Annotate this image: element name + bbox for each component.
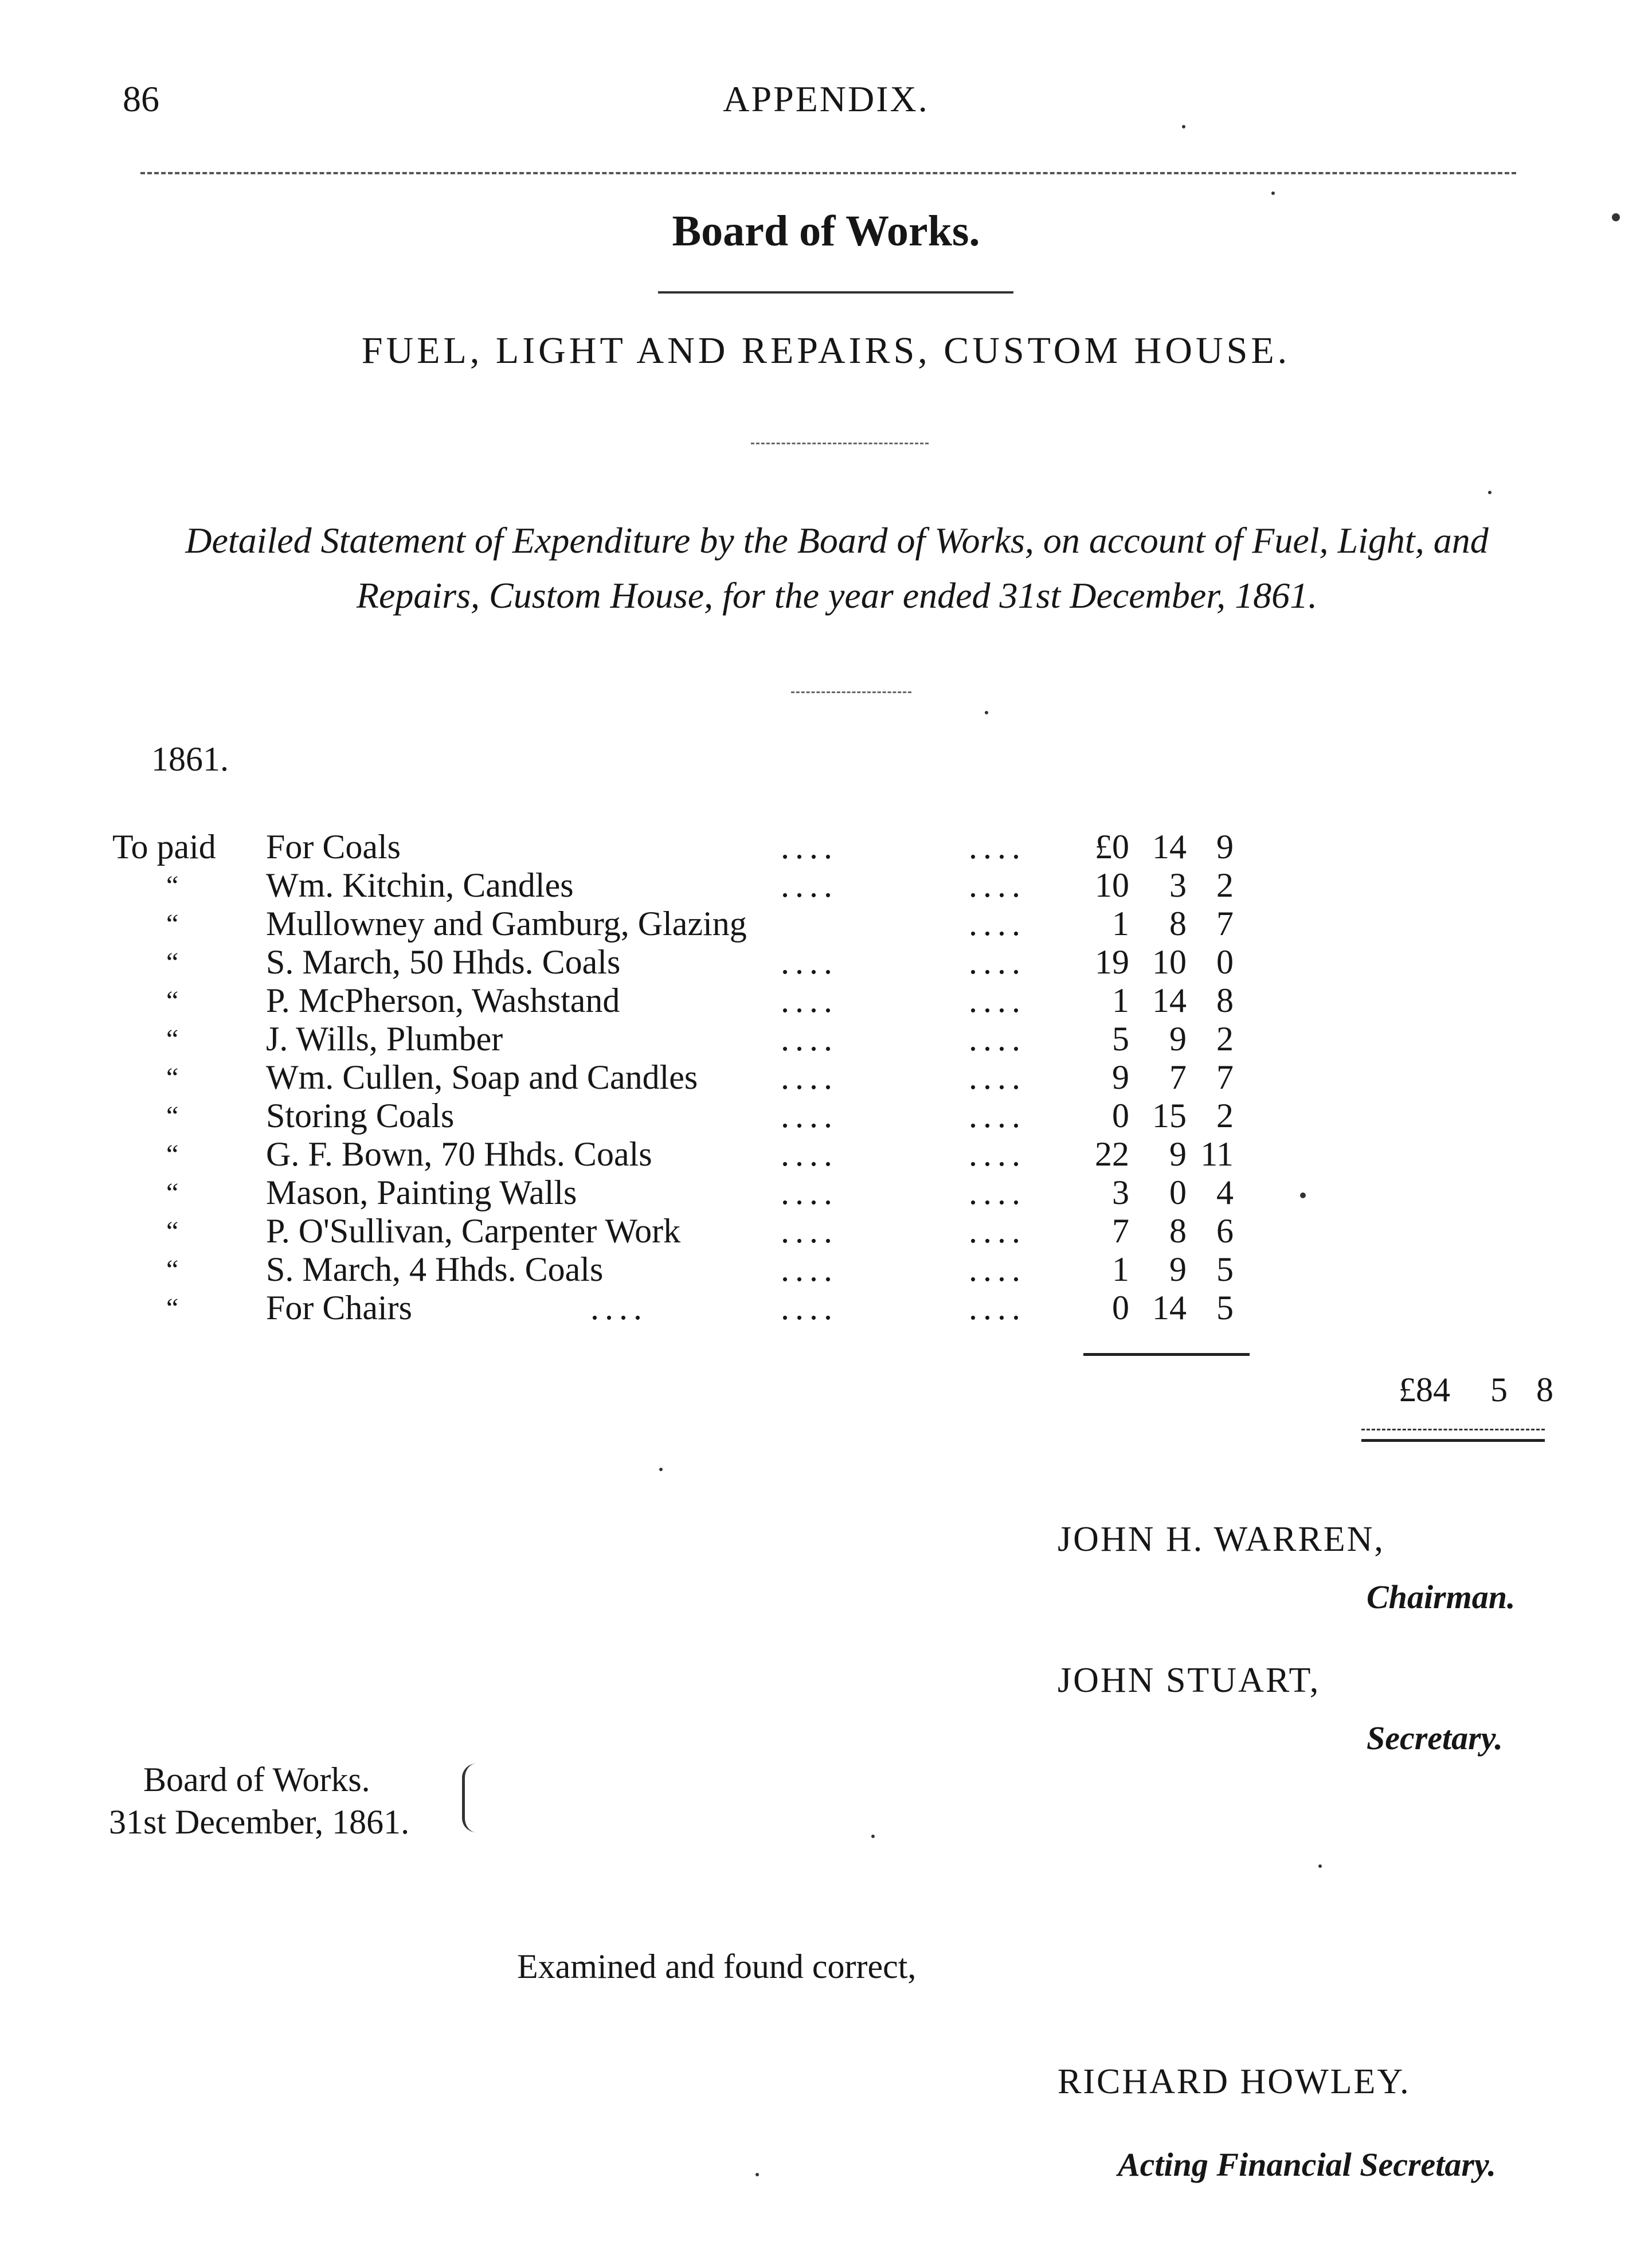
header-rule xyxy=(140,172,1516,174)
amount-pence: 8 xyxy=(1216,982,1234,1019)
account-heading: FUEL, LIGHT AND REPAIRS, CUSTOM HOUSE. xyxy=(361,330,1291,372)
dot-leader: .... xyxy=(969,1020,1026,1058)
secretary-title: Secretary. xyxy=(1367,1719,1503,1757)
amount-shillings: 9 xyxy=(1169,1020,1187,1058)
item-description: Storing Coals xyxy=(266,1097,455,1135)
amount-pounds: 1 xyxy=(1112,905,1129,943)
running-head: APPENDIX. xyxy=(723,79,929,119)
dot-leader: .... xyxy=(969,1250,1026,1288)
ditto-mark: “ xyxy=(166,986,179,1016)
amount-shillings: 9 xyxy=(1169,1135,1187,1173)
dot-leader: .... xyxy=(781,828,838,866)
table-row xyxy=(0,866,1652,905)
dot-leader: .... xyxy=(590,1289,648,1327)
total-amount xyxy=(1347,1370,1553,1410)
amount-pence: 0 xyxy=(1216,943,1234,981)
dot-leader: .... xyxy=(969,1097,1026,1135)
amount-shillings: 15 xyxy=(1152,1097,1187,1135)
item-description: Mason, Painting Walls xyxy=(266,1174,577,1211)
ditto-mark: “ xyxy=(166,947,179,978)
dot-leader: .... xyxy=(781,1097,838,1135)
row-prefix: To paid xyxy=(112,828,216,866)
amount-pounds: 0 xyxy=(1112,1289,1129,1327)
title-rule xyxy=(658,291,1013,294)
heading-rule xyxy=(751,443,929,444)
item-description: For Chairs xyxy=(266,1289,412,1327)
dot-leader: .... xyxy=(781,866,838,904)
table-row xyxy=(0,1212,1652,1250)
examined-statement: Examined and found correct, xyxy=(517,1948,917,1985)
dot-leader: .... xyxy=(781,982,838,1019)
amount-pence: 9 xyxy=(1216,828,1234,866)
table-row xyxy=(0,982,1652,1020)
item-description: P. McPherson, Washstand xyxy=(266,982,620,1019)
print-speck xyxy=(1318,1864,1322,1868)
table-row xyxy=(0,1097,1652,1135)
amount-pounds: 1 xyxy=(1112,1250,1129,1288)
secretary-name: JOHN STUART, xyxy=(1058,1661,1321,1700)
ditto-mark: “ xyxy=(166,1024,179,1054)
item-description: G. F. Bown, 70 Hhds. Coals xyxy=(266,1135,652,1173)
amount-shillings: 3 xyxy=(1169,866,1187,904)
amount-shillings: 14 xyxy=(1152,982,1187,1019)
table-row xyxy=(0,1058,1652,1097)
print-speck xyxy=(985,711,988,714)
total-rule-dashed xyxy=(1361,1429,1545,1430)
dot-leader: .... xyxy=(781,1135,838,1173)
amount-pence: 5 xyxy=(1216,1289,1234,1327)
dot-leader: .... xyxy=(969,1289,1026,1327)
print-speck xyxy=(755,2173,759,2176)
amount-pounds: 9 xyxy=(1112,1058,1129,1096)
amount-shillings: 10 xyxy=(1152,943,1187,981)
dot-leader: .... xyxy=(969,1135,1026,1173)
amount-pounds: 3 xyxy=(1112,1174,1129,1211)
amount-shillings: 7 xyxy=(1169,1058,1187,1096)
total-rule-solid xyxy=(1361,1439,1545,1442)
date-line: 31st December, 1861. xyxy=(109,1803,410,1841)
print-speck xyxy=(1300,1192,1306,1198)
subtotal-rule xyxy=(1083,1353,1250,1356)
print-speck xyxy=(871,1835,875,1838)
amount-pence: 2 xyxy=(1216,1020,1234,1058)
account-year: 1861. xyxy=(151,740,229,778)
table-row xyxy=(0,1135,1652,1174)
amount-pence: 7 xyxy=(1216,1058,1234,1096)
amount-pence: 5 xyxy=(1216,1250,1234,1288)
amount-pence: 6 xyxy=(1216,1212,1234,1250)
item-description: Wm. Cullen, Soap and Candles xyxy=(266,1058,698,1096)
amount-shillings: 9 xyxy=(1169,1250,1187,1288)
dot-leader: .... xyxy=(969,1174,1026,1211)
amount-pounds: 5 xyxy=(1112,1020,1129,1058)
ditto-mark: “ xyxy=(166,870,179,901)
statement-line-1: Detailed Statement of Expenditure by the Board of Works, on account of Fuel, Light, and xyxy=(185,520,1489,561)
chairman-title: Chairman. xyxy=(1367,1578,1516,1616)
amount-pounds: 0 xyxy=(1112,1097,1129,1135)
financial-secretary-name: RICHARD HOWLEY. xyxy=(1058,2062,1411,2101)
dot-leader: .... xyxy=(969,905,1026,943)
amount-pence: 4 xyxy=(1216,1174,1234,1211)
item-description: J. Wills, Plumber xyxy=(266,1020,503,1058)
amount-shillings: 14 xyxy=(1152,828,1187,866)
amount-shillings: 0 xyxy=(1169,1174,1187,1211)
dot-leader: .... xyxy=(969,982,1026,1019)
amount-pence: 2 xyxy=(1216,866,1234,904)
ditto-mark: “ xyxy=(166,909,179,939)
financial-secretary-title: Acting Financial Secretary. xyxy=(1118,2146,1497,2183)
dot-leader: .... xyxy=(781,1174,838,1211)
print-speck xyxy=(1488,491,1492,494)
dot-leader: .... xyxy=(969,1212,1026,1250)
print-speck xyxy=(1612,213,1620,221)
chairman-name: JOHN H. WARREN, xyxy=(1058,1520,1385,1559)
dot-leader: .... xyxy=(781,1289,838,1327)
item-description: Mullowney and Gamburg, Glazing xyxy=(266,905,747,943)
ditto-mark: “ xyxy=(166,1216,179,1246)
item-description: Wm. Kitchin, Candles xyxy=(266,866,574,904)
table-row xyxy=(0,1020,1652,1058)
table-row xyxy=(0,905,1652,943)
page-number: 86 xyxy=(123,79,159,119)
dot-leader: .... xyxy=(969,1058,1026,1096)
dot-leader: .... xyxy=(781,1212,838,1250)
ditto-mark: “ xyxy=(166,1178,179,1208)
ditto-mark: “ xyxy=(166,1062,179,1093)
ditto-mark: “ xyxy=(166,1293,179,1323)
table-row xyxy=(0,943,1652,982)
office-title: Board of Works. xyxy=(672,207,980,255)
table-row xyxy=(0,1250,1652,1289)
dot-leader: .... xyxy=(781,1250,838,1288)
print-speck xyxy=(1182,125,1185,128)
amount-shillings: 14 xyxy=(1152,1289,1187,1327)
ditto-mark: “ xyxy=(166,1254,179,1285)
place-line: Board of Works. xyxy=(143,1761,370,1798)
table-row xyxy=(0,1289,1652,1327)
amount-pounds: 10 xyxy=(1095,866,1129,904)
item-description: S. March, 50 Hhds. Coals xyxy=(266,943,621,981)
amount-pounds: 19 xyxy=(1095,943,1129,981)
dot-leader: .... xyxy=(969,828,1026,866)
amount-pence: 7 xyxy=(1216,905,1234,943)
statement-rule xyxy=(791,691,911,693)
item-description: P. O'Sullivan, Carpenter Work xyxy=(266,1212,681,1250)
table-row xyxy=(0,1174,1652,1212)
brace-icon xyxy=(462,1764,476,1832)
total-shillings: 5 xyxy=(1490,1371,1508,1409)
amount-pounds: £0 xyxy=(1095,828,1129,866)
ditto-mark: “ xyxy=(166,1101,179,1131)
dot-leader: .... xyxy=(781,943,838,981)
amount-shillings: 8 xyxy=(1169,1212,1187,1250)
total-pence: 8 xyxy=(1536,1371,1553,1409)
amount-pounds: 7 xyxy=(1112,1212,1129,1250)
amount-shillings: 8 xyxy=(1169,905,1187,943)
table-row xyxy=(0,828,1652,866)
amount-pence: 11 xyxy=(1200,1135,1234,1173)
amount-pounds: 1 xyxy=(1112,982,1129,1019)
print-speck xyxy=(1271,191,1275,195)
dot-leader: .... xyxy=(969,866,1026,904)
ditto-mark: “ xyxy=(166,1139,179,1170)
total-pounds: £84 xyxy=(1399,1371,1450,1409)
amount-pounds: 22 xyxy=(1095,1135,1129,1173)
statement-line-2: Repairs, Custom House, for the year ended 31st December, 1861. xyxy=(356,575,1318,616)
dot-leader: .... xyxy=(781,1058,838,1096)
dot-leader: .... xyxy=(781,1020,838,1058)
dot-leader: .... xyxy=(969,943,1026,981)
item-description: S. March, 4 Hhds. Coals xyxy=(266,1250,604,1288)
print-speck xyxy=(659,1468,663,1471)
expenditure-items xyxy=(0,828,1652,1327)
item-description: For Coals xyxy=(266,828,401,866)
amount-pence: 2 xyxy=(1216,1097,1234,1135)
